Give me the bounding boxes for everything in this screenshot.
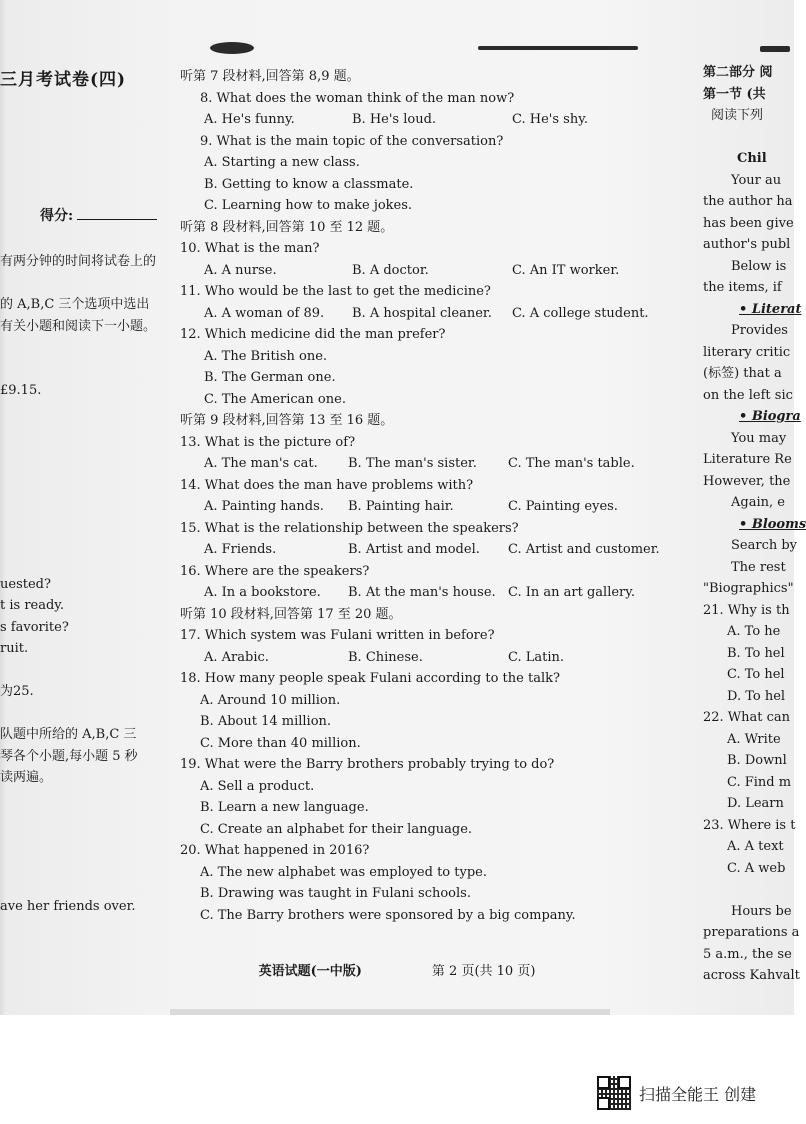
right-column: [703, 62, 806, 987]
option-a: A. The new alphabet was employed to type.: [200, 864, 487, 880]
option-b: B. A doctor.: [352, 262, 429, 278]
left-text-line: [0, 875, 170, 897]
section-10-instruction: 听第 10 段材料,回答第 17 至 20 题。: [180, 606, 402, 622]
option-b: B. Drawing was taught in Fulani schools.: [200, 886, 471, 901]
left-text-line: t is ready.: [0, 598, 65, 613]
option-c: C. In an art gallery.: [508, 585, 636, 600]
option-c: C. The American one.: [204, 391, 346, 407]
right-text-line: C. Find m: [727, 774, 792, 790]
right-text-line: • Blooms: [739, 516, 806, 532]
score-label: 得分:: [40, 208, 74, 224]
question-15-options: [180, 539, 660, 561]
option-a: A. Friends.: [204, 542, 277, 557]
option-a: A. Painting hands.: [204, 499, 324, 514]
right-text-line: A. Write: [727, 731, 781, 747]
option-a: A. He's funny.: [204, 112, 295, 127]
left-text-line: [0, 660, 170, 682]
option-a: A. A woman of 89.: [204, 305, 325, 321]
footer-page-number: 第 2 页(共 10 页): [431, 964, 536, 979]
question-13: 13. What is the picture of?: [180, 434, 356, 450]
right-text-line: Chil: [737, 151, 767, 166]
page-footer: [0, 960, 794, 979]
right-text-line: • Biogra: [739, 409, 801, 424]
right-text-line: Provides: [731, 323, 788, 338]
left-text-line: ruit.: [0, 641, 29, 656]
right-text-line: The rest: [731, 559, 786, 575]
right-text-line: 第一节 (共: [703, 86, 766, 102]
right-text-line: preparations a: [703, 925, 800, 940]
right-text-line: However, the: [703, 473, 791, 489]
left-text-line: [0, 359, 170, 381]
left-text-line: 为25.: [0, 684, 34, 699]
option-c: C. Latin.: [508, 649, 565, 665]
option-c: C. The Barry brothers were sponsored by a big company.: [200, 907, 576, 923]
question-11: 11. Who would be the last to get the medicine?: [180, 284, 491, 299]
question-13-options: [180, 453, 660, 475]
right-text-line: literary critic: [703, 344, 791, 360]
left-text-line: [0, 445, 170, 467]
right-text-line: the author ha: [703, 194, 793, 209]
option-b: B. A hospital cleaner.: [352, 305, 492, 321]
right-text-line: 第二部分 阅: [703, 65, 773, 80]
question-17-options: [180, 647, 660, 669]
right-text-line: Hours be: [731, 903, 792, 919]
right-text-line: (标签) that a: [703, 366, 782, 381]
left-text-line: 有两分钟的时间将试卷上的: [0, 254, 157, 269]
score-blank: [77, 207, 157, 220]
right-text-line: • Literat: [739, 301, 802, 317]
section-9-instruction: 听第 9 段材料,回答第 13 至 16 题。: [180, 413, 394, 428]
left-text-line: [0, 337, 170, 359]
left-text-line: [0, 488, 170, 510]
question-12: 12. Which medicine did the man prefer?: [180, 327, 446, 342]
section-7-instruction: 听第 7 段材料,回答第 8,9 题。: [180, 69, 360, 84]
left-text-line: uested?: [0, 576, 51, 592]
right-text-line: Again, e: [731, 495, 785, 510]
right-text-line: "Biographics": [703, 581, 794, 596]
question-16: 16. Where are the speakers?: [180, 563, 370, 579]
question-11-options: [180, 303, 660, 325]
left-text-line: [0, 789, 170, 811]
left-text-line: 有关小题和阅读下一小题。: [0, 318, 157, 334]
option-b: B. Learn a new language.: [200, 800, 369, 815]
left-text-line: 琴各个小题,每小题 5 秒: [0, 748, 138, 764]
option-b: B. The man's sister.: [348, 456, 477, 471]
scanner-brand-text: 扫描全能王 创建: [639, 1084, 757, 1104]
right-text-line: has been give: [703, 215, 794, 231]
left-text-line: [0, 531, 170, 553]
right-text-line: Below is: [731, 258, 787, 274]
left-text-line: [0, 402, 170, 424]
right-text-line: A. A text: [727, 839, 784, 854]
right-text-line: C. To hel: [727, 667, 785, 682]
right-text-line: 21. Why is th: [703, 602, 790, 618]
scan-smudge: [478, 46, 638, 50]
option-a: A. Sell a product.: [200, 778, 315, 794]
right-text-line: author's publ: [703, 237, 791, 252]
left-text-line: 读两遍。: [0, 770, 53, 785]
left-text-line: [0, 466, 170, 488]
footer-exam-name: 英语试题(一中版): [258, 964, 362, 979]
scan-bleed: [170, 1009, 610, 1015]
right-text-line: 22. What can: [703, 710, 791, 725]
left-text-line: £9.15.: [0, 383, 42, 398]
option-b: B. About 14 million.: [200, 714, 332, 729]
question-18: 18. How many people speak Fulani according to the talk?: [180, 671, 560, 686]
option-c: C. The man's table.: [508, 456, 635, 471]
right-text-line: D. Learn: [727, 796, 784, 811]
scan-smudge: [760, 46, 790, 52]
option-c: C. He's shy.: [512, 112, 588, 127]
scan-smudge: [210, 42, 254, 54]
question-15: 15. What is the relationship between the speakers?: [180, 520, 519, 536]
right-text-line: Literature Re: [703, 452, 792, 467]
right-text-line: C. A web: [727, 860, 786, 876]
option-b: B. Painting hair.: [348, 499, 454, 514]
right-text-line: 23. Where is t: [703, 817, 796, 833]
question-16-options: [180, 582, 660, 604]
right-text-line: [703, 879, 794, 901]
option-b: B. Getting to know a classmate.: [204, 176, 414, 192]
option-a: A. A nurse.: [204, 262, 277, 278]
question-17: 17. Which system was Fulani written in before?: [180, 628, 495, 643]
qr-code-icon: [597, 1076, 631, 1110]
option-b: B. At the man's house.: [348, 585, 496, 600]
left-text-line: 队题中所给的 A,B,C 三: [0, 727, 137, 742]
right-text-line: 阅读下列: [711, 108, 764, 123]
option-a: A. Starting a new class.: [204, 155, 360, 170]
left-text-line: [0, 552, 170, 574]
question-8-options: [180, 109, 660, 131]
right-text-line: [703, 127, 794, 149]
left-text-line: [0, 853, 170, 875]
left-text-line: [0, 509, 170, 531]
left-text-line: 的 A,B,C 三个选项中选出: [0, 297, 150, 312]
question-20: 20. What happened in 2016?: [180, 843, 370, 858]
left-text-line: [0, 832, 170, 854]
option-c: C. Create an alphabet for their language.: [200, 821, 473, 837]
option-b: B. He's loud.: [352, 112, 437, 127]
option-c: C. A college student.: [512, 305, 649, 321]
question-19: 19. What were the Barry brothers probably trying to do?: [180, 757, 555, 772]
option-b: B. Chinese.: [348, 649, 423, 665]
option-a: A. Arabic.: [204, 649, 269, 665]
question-14-options: [180, 496, 660, 518]
right-text-line: A. To he: [727, 624, 781, 639]
option-a: A. In a bookstore.: [204, 585, 321, 600]
question-8: 8. What does the woman think of the man now?: [200, 90, 515, 106]
option-a: A. The man's cat.: [204, 456, 318, 471]
option-b: B. The German one.: [204, 370, 336, 385]
question-14: 14. What does the man have problems with?: [180, 477, 474, 493]
right-text-line: Your au: [731, 172, 782, 188]
right-text-line: B. Downl: [727, 753, 787, 768]
option-c: C. More than 40 million.: [200, 735, 361, 751]
left-text-lines: [0, 251, 170, 918]
option-a: A. The British one.: [204, 348, 328, 364]
option-c: C. Artist and customer.: [508, 542, 660, 557]
question-10: 10. What is the man?: [180, 241, 320, 256]
score-field: [40, 205, 157, 225]
left-text-line: ave her friends over.: [0, 899, 136, 914]
question-10-options: [180, 260, 660, 282]
right-text-line: across Kahvalt: [703, 968, 800, 983]
option-c: C. Painting eyes.: [508, 499, 618, 514]
section-8-instruction: 听第 8 段材料,回答第 10 至 12 题。: [180, 219, 394, 235]
option-b: B. Artist and model.: [348, 542, 480, 557]
right-text-line: 5 a.m., the se: [703, 946, 792, 962]
left-text-line: [0, 423, 170, 445]
right-text-line: Search by: [731, 538, 798, 553]
scanner-watermark: [597, 1076, 756, 1110]
left-text-line: [0, 703, 170, 725]
option-c: C. An IT worker.: [512, 262, 620, 278]
middle-column: [180, 66, 660, 926]
left-text-line: [0, 273, 170, 295]
exam-title: 三月考试卷(四): [0, 70, 127, 90]
left-text-line: [0, 810, 170, 832]
question-9: 9. What is the main topic of the conversation?: [200, 133, 504, 149]
right-text-line: on the left sic: [703, 387, 793, 403]
option-a: A. Around 10 million.: [200, 692, 341, 708]
right-text-line: the items, if: [703, 280, 782, 295]
right-text-line: You may: [731, 430, 787, 446]
option-c: C. Learning how to make jokes.: [204, 198, 413, 213]
right-text-line: B. To hel: [727, 645, 785, 661]
left-text-line: s favorite?: [0, 619, 69, 635]
right-text-line: D. To hel: [727, 688, 786, 704]
left-column: [0, 70, 170, 92]
